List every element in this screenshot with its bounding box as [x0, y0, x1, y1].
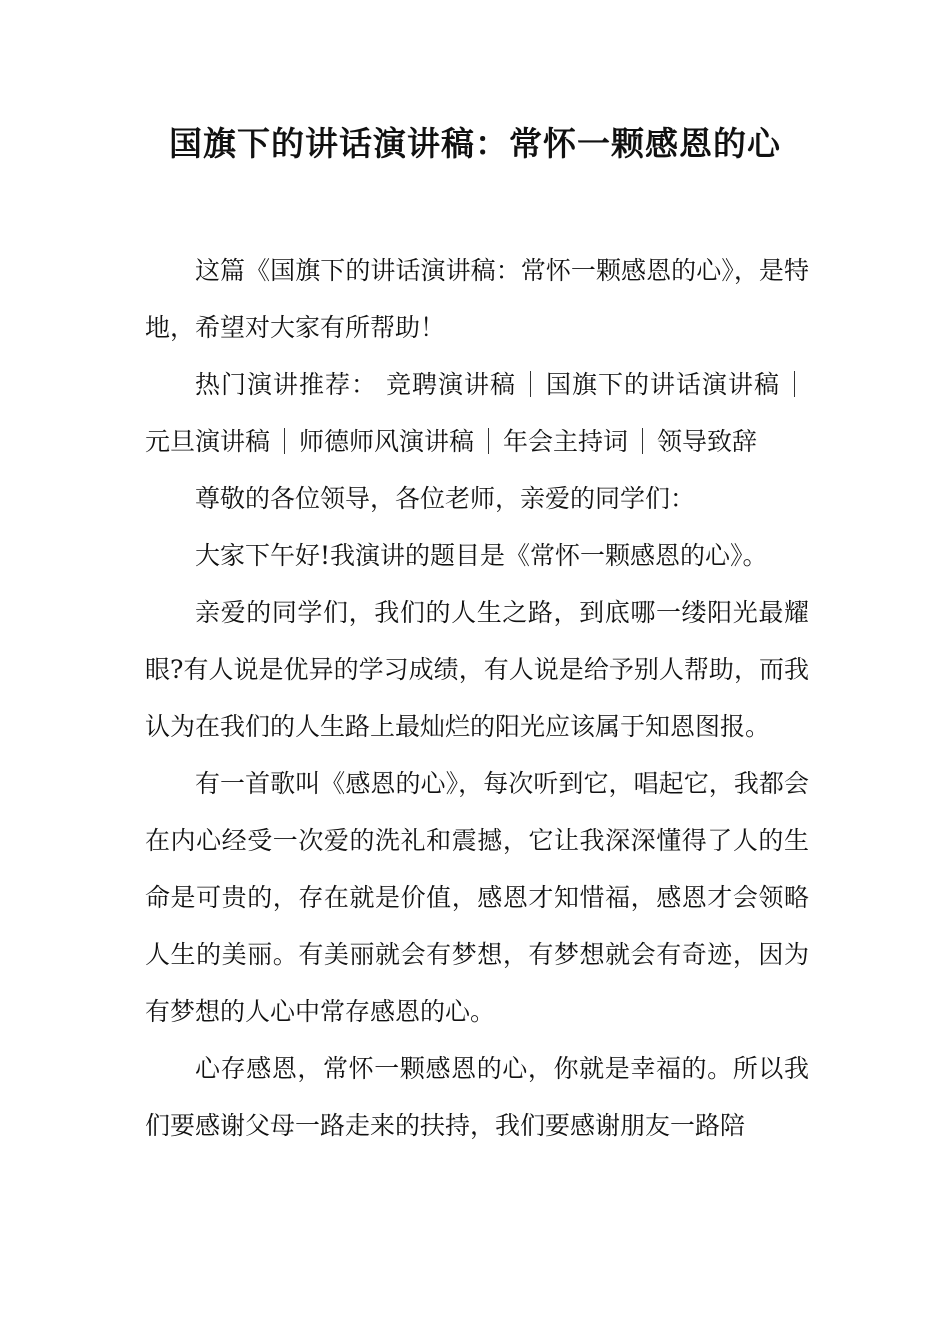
recommend-link-3[interactable]: 元旦演讲稿 [145, 427, 271, 456]
recommend-label: 热门演讲推荐： [195, 370, 378, 399]
body-paragraph-1: 亲爱的同学们，我们的人生之路，到底哪一缕阳光最耀眼?有人说是优异的学习成绩，有人说是给予别人帮助，而我认为在我们的人生路上最灿烂的阳光应该属于知恩图报。 [145, 598, 809, 741]
link-separator [284, 428, 285, 454]
link-separator [488, 428, 489, 454]
recommend-paragraph [145, 356, 809, 470]
recommend-link-2[interactable]: 国旗下的讲话演讲稿 [544, 370, 780, 399]
recommend-link-4[interactable]: 师德师风演讲稿 [299, 427, 475, 456]
body-paragraph-2: 有一首歌叫《感恩的心》，每次听到它，唱起它，我都会在内心经受一次爱的洗礼和震撼，它让我深深懂得了人的生命是可贵的，存在就是价值，感恩才知惜福，感恩才会领略人生的美丽。有美丽就会有梦想，有梦想就会有奇迹，因为有梦想的人心中常存感恩的心。 [145, 769, 809, 1026]
document-body [145, 242, 809, 1154]
link-separator [642, 428, 643, 454]
greeting-paragraph: 尊敬的各位领导，各位老师，亲爱的同学们： [195, 484, 696, 513]
recommend-link-6[interactable]: 领导致辞 [657, 427, 758, 456]
body-paragraph-3: 心存感恩，常怀一颗感恩的心，你就是幸福的。所以我们要感谢父母一路走来的扶持，我们要感谢朋友一路陪 [145, 1054, 809, 1140]
topic-paragraph: 大家下午好!我演讲的题目是《常怀一颗感恩的心》。 [195, 541, 768, 570]
recommend-link-1[interactable]: 竞聘演讲稿 [385, 370, 516, 399]
link-separator [794, 371, 795, 397]
link-separator [530, 371, 531, 397]
page-title: 国旗下的讲话演讲稿：常怀一颗感恩的心 [169, 124, 781, 163]
intro-paragraph: 这篇《国旗下的讲话演讲稿：常怀一颗感恩的心》，是特地，希望对大家有所帮助！ [145, 256, 809, 342]
recommend-link-5[interactable]: 年会主持词 [503, 427, 629, 456]
